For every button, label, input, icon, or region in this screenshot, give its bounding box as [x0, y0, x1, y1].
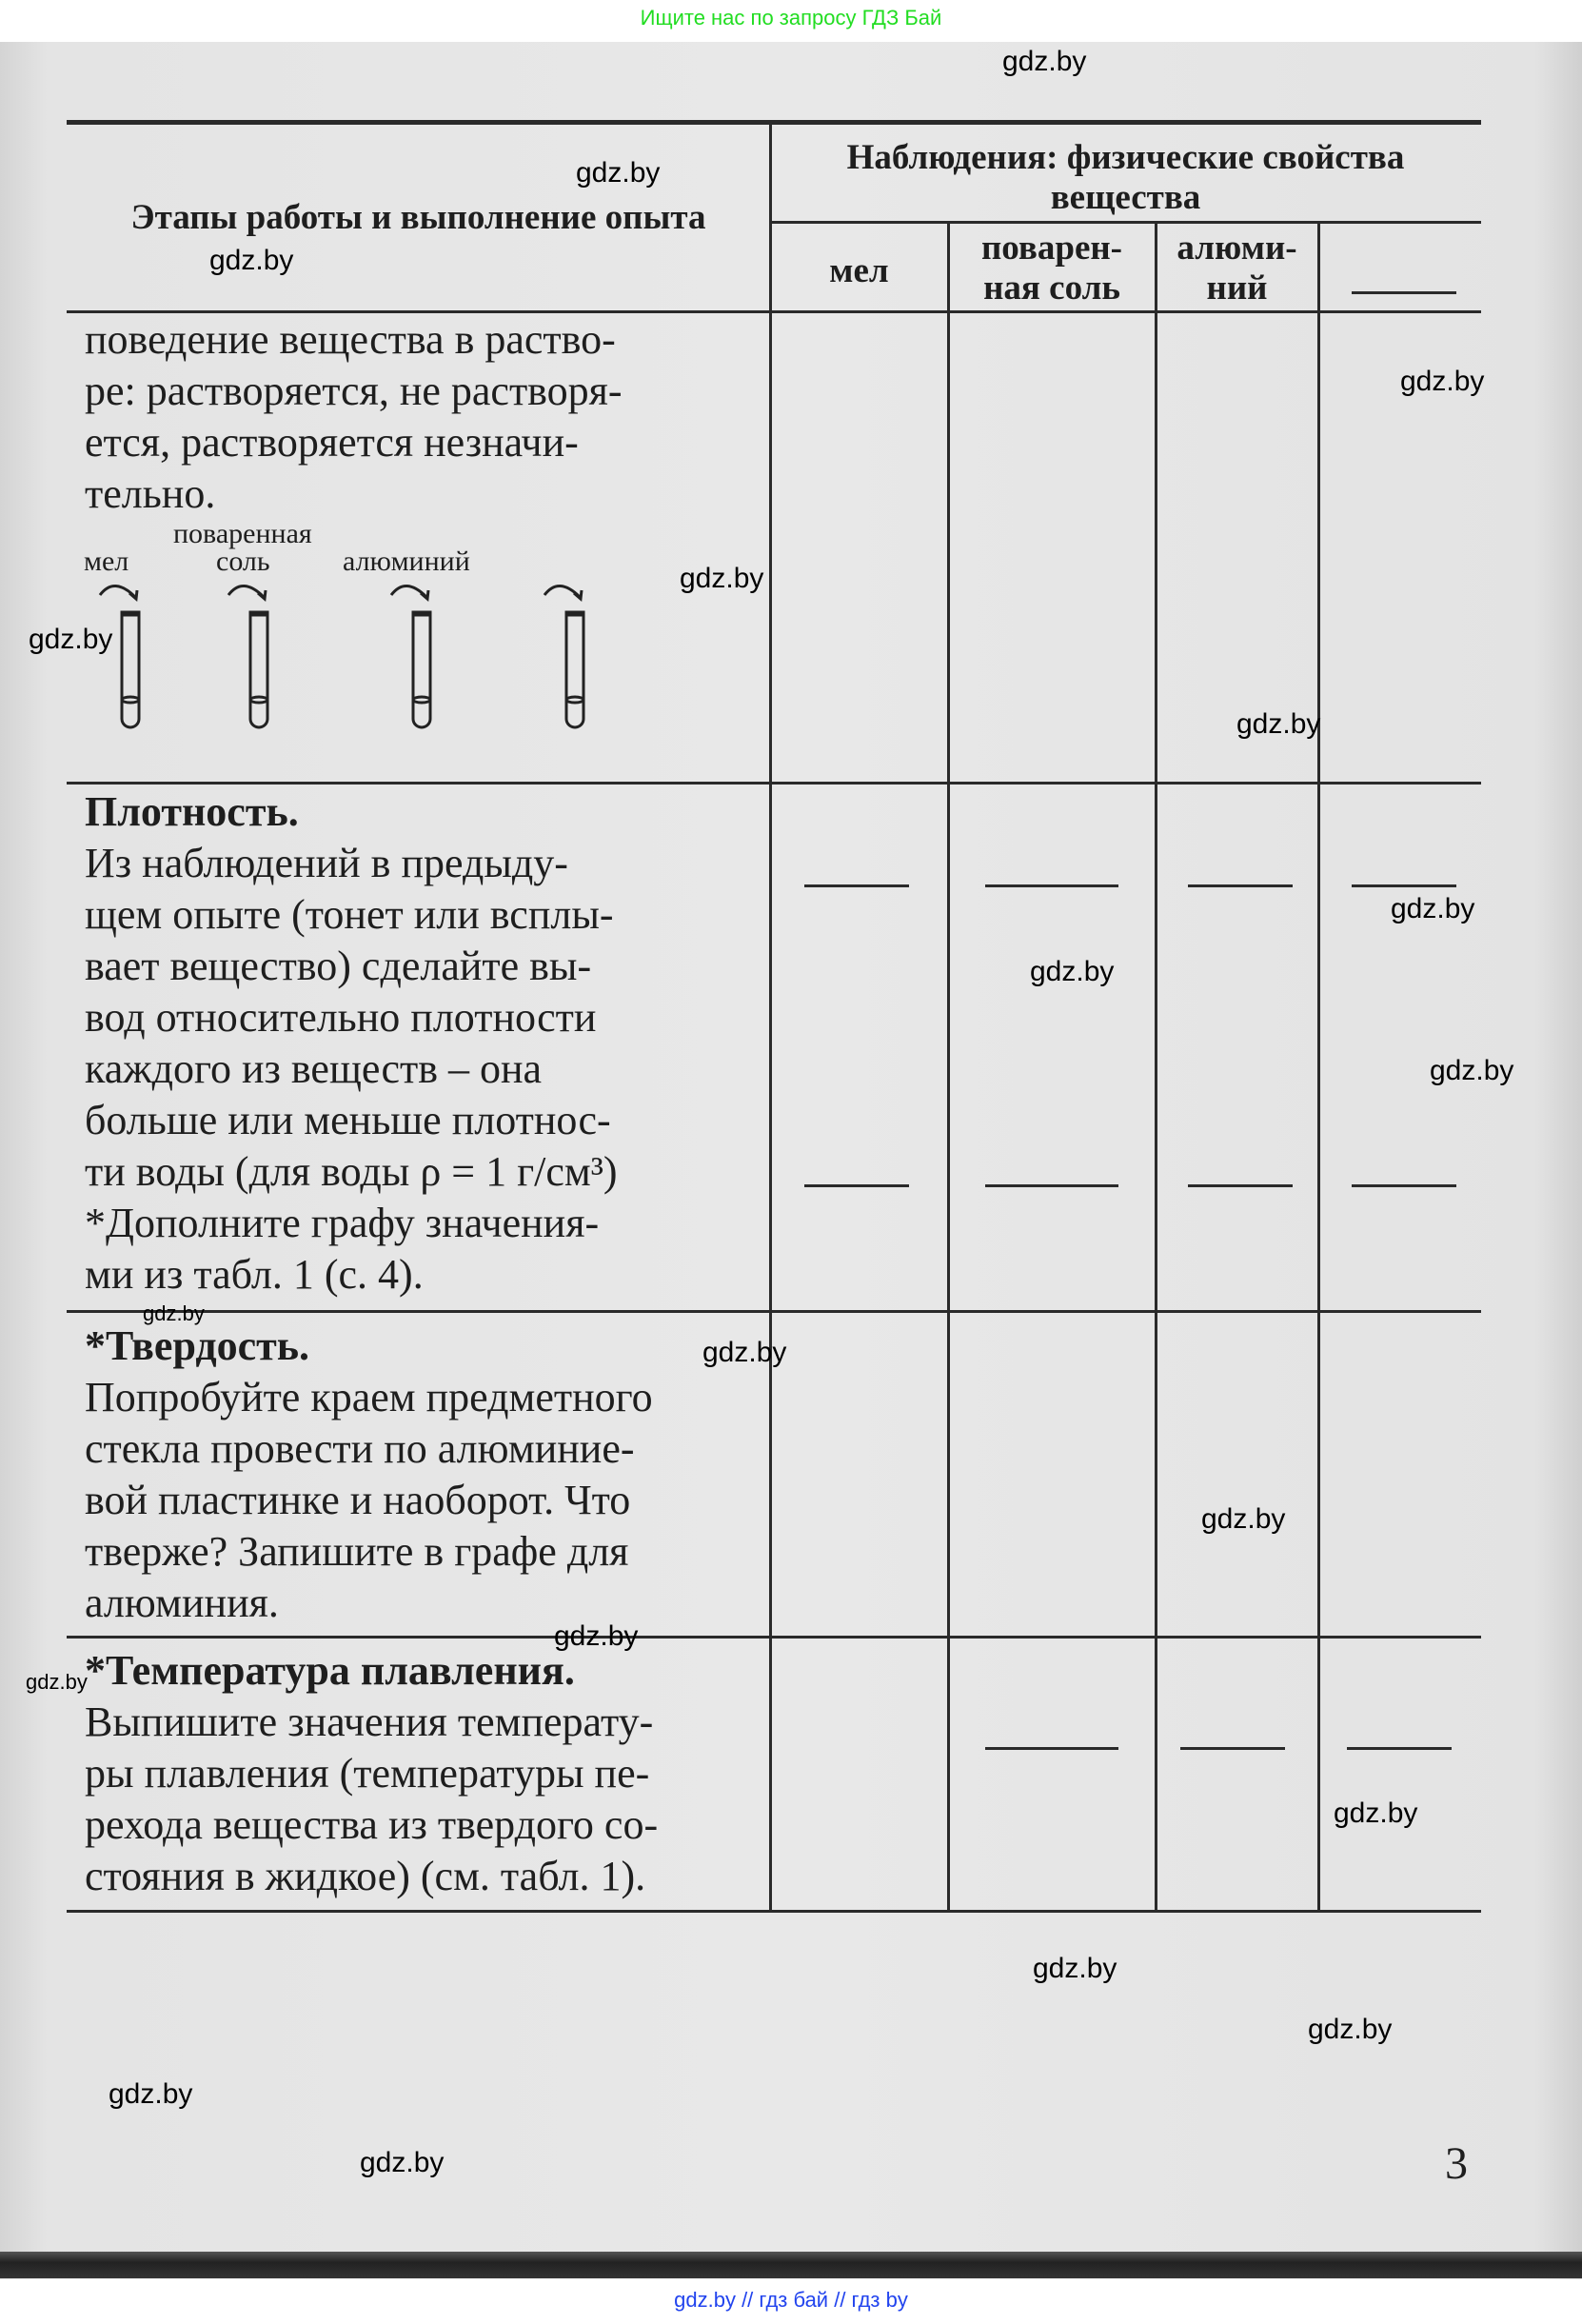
- row-text-line: стояния в жидкое) (см. табл. 1).: [85, 1853, 646, 1899]
- watermark: gdz.by: [1308, 2014, 1393, 2045]
- table-bottom-rule: [67, 1910, 1481, 1913]
- figure-label-aluminum: алюминий: [343, 546, 470, 577]
- row-text-line: Попробуйте краем предметного: [85, 1374, 653, 1420]
- blank-line: [985, 884, 1118, 887]
- watermark: gdz.by: [1236, 708, 1321, 740]
- watermark: gdz.by: [702, 1337, 787, 1368]
- row-text-line: Выпишите значения температу-: [85, 1698, 654, 1745]
- row-title: *Температура плавления.: [85, 1647, 575, 1694]
- blank-line: [804, 1184, 909, 1187]
- watermark: gdz.by: [360, 2147, 445, 2178]
- row-text-line: ми из табл. 1 (с. 4).: [85, 1251, 424, 1298]
- table-top-rule: [67, 120, 1481, 125]
- column-header-salt: [948, 228, 1156, 308]
- watermark: gdz.by: [1430, 1055, 1514, 1086]
- row-text-line: стекла провести по алюминие-: [85, 1425, 635, 1472]
- row-text-line: вает вещество) сделайте вы-: [85, 943, 592, 989]
- blank-line: [1347, 1747, 1452, 1750]
- column-header-chalk: мел: [829, 251, 889, 290]
- row-text-line: вод относительно плотности: [85, 994, 597, 1041]
- row-text-line: ется, растворяется незначи-: [85, 419, 579, 466]
- row-text-line: алюминия.: [85, 1579, 279, 1626]
- row-rule: [67, 782, 1481, 785]
- row-text-line: рехода вещества из твердого со-: [85, 1801, 659, 1848]
- blank-line: [1188, 1184, 1293, 1187]
- watermark: gdz.by: [554, 1620, 639, 1652]
- watermark: gdz.by: [29, 624, 113, 655]
- blank-line: [1352, 884, 1456, 887]
- row-text-line: ре: растворяется, не растворя-: [85, 367, 623, 414]
- header-bottom-rule: [67, 310, 1481, 313]
- watermark: gdz.by: [1033, 1953, 1117, 1984]
- watermark: gdz.by: [576, 157, 661, 189]
- header-subrule: [770, 221, 1481, 224]
- watermark: gdz.by: [1030, 956, 1115, 987]
- test-tube-icon: [391, 586, 430, 727]
- test-tube-icon: [228, 586, 267, 727]
- column-divider: [947, 222, 950, 1912]
- row-text-line: поведение вещества в раство-: [85, 316, 616, 363]
- figure-label-salt: соль: [216, 546, 270, 577]
- row-text-line: больше или меньше плотнос-: [85, 1097, 611, 1143]
- bottom-banner: gdz.by // гдз бай // гдз by: [674, 2288, 908, 2312]
- blank-line: [1188, 884, 1293, 887]
- header-line: поварен-: [980, 228, 1123, 268]
- page-number: 3: [1445, 2138, 1468, 2189]
- test-tube-icon: [544, 586, 583, 727]
- figure-label-chalk: мел: [84, 546, 129, 577]
- header-line: алюми-: [1177, 228, 1297, 268]
- row-title: *Твердость.: [85, 1322, 310, 1369]
- blank-line: [985, 1747, 1118, 1750]
- row-text-line: щем опыте (тонет или всплы-: [85, 891, 614, 938]
- page-bottom-shadow: [0, 2252, 1582, 2278]
- watermark: gdz.by: [1400, 366, 1485, 397]
- watermark: gdz.by: [209, 245, 294, 276]
- row-text-line: ти воды (для воды ρ = 1 г/см³): [85, 1148, 618, 1195]
- watermark: gdz.by: [1391, 893, 1475, 924]
- left-column-header: Этапы работы и выполнение опыта: [130, 198, 706, 237]
- row-rule: [67, 1310, 1481, 1313]
- watermark: gdz.by: [680, 563, 764, 594]
- column-divider: [769, 122, 772, 1912]
- blank-line: [804, 884, 909, 887]
- row-text-line: *Дополните графу значения-: [85, 1200, 600, 1246]
- blank-line: [1352, 1184, 1456, 1187]
- blank-line: [985, 1184, 1118, 1187]
- watermark: gdz.by: [143, 1301, 205, 1325]
- watermark: gdz.by: [1002, 46, 1087, 77]
- watermark: gdz.by: [109, 2078, 193, 2110]
- row-text-line: тельно.: [85, 470, 216, 517]
- blank-line: [1180, 1747, 1285, 1750]
- header-line: Наблюдения: физические свойства: [846, 138, 1405, 177]
- row-text-line: ры плавления (температуры пе-: [85, 1750, 650, 1797]
- blank-line: [1352, 291, 1456, 294]
- row-text-line: Из наблюдений в предыду-: [85, 840, 568, 886]
- test-tube-icon: [100, 586, 139, 727]
- column-header-aluminum: [1156, 228, 1318, 308]
- test-tubes-figure: [86, 576, 619, 738]
- row-title: Плотность.: [85, 788, 299, 835]
- watermark: gdz.by: [1201, 1503, 1286, 1535]
- row-text-line: тверже? Запишите в графе для: [85, 1528, 629, 1575]
- row-text-line: каждого из веществ – она: [85, 1045, 543, 1092]
- watermark: gdz.by: [26, 1670, 88, 1694]
- row-rule: [67, 1636, 1481, 1639]
- top-banner: Ищите нас по запросу ГДЗ Бай: [640, 6, 942, 30]
- column-divider: [1155, 222, 1157, 1912]
- figure-label-salt: поваренная: [173, 518, 312, 549]
- header-line: ний: [1206, 268, 1268, 308]
- watermark: gdz.by: [1334, 1798, 1418, 1829]
- right-column-header: [770, 138, 1481, 218]
- header-line: вещества: [1050, 178, 1201, 217]
- header-line: ная соль: [983, 268, 1120, 308]
- column-divider: [1317, 222, 1320, 1912]
- row-text-line: вой пластинке и наоборот. Что: [85, 1477, 631, 1523]
